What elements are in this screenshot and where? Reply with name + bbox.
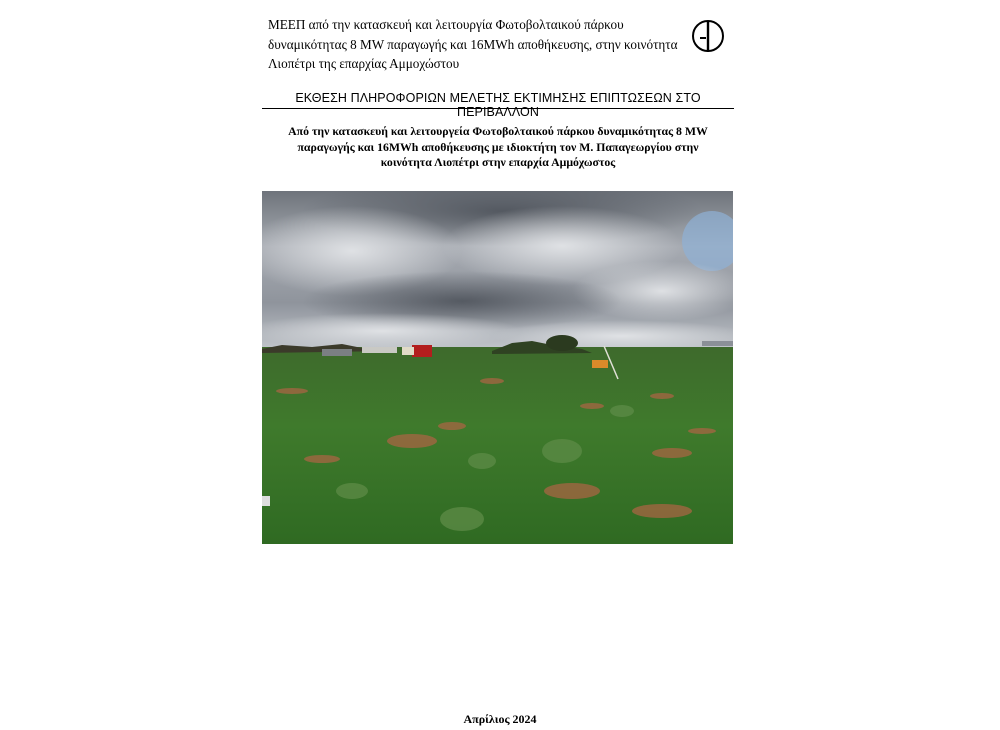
heading-divider [262,108,734,109]
report-type-heading: ΕΚΘΕΣΗ ΠΛΗΡΟΦΟΡΙΩΝ ΜΕΛΕΤΗΣ ΕΚΤΙΜΗΣΗΣ ΕΠΙΠΤΩΣΕΩΝ ΣΤΟ ΠΕΡΙΒΑΛΛΟΝ [295,91,701,119]
title-line-1: Από την κατασκευή και λειτουργεία Φωτοβολταικού πάρκου δυναμικότητας 8 MW [288,124,708,138]
document-title [262,124,734,171]
title-line-2: παραγωγής και 16MWh αποθήκευσης με ιδιοκτήτη τον Μ. Παπαγεωργίου στην [297,139,699,154]
header-line-2: δυναμικότητας 8 MW παραγωγής και 16MWh αποθήκευσης, στην κοινότητα [268,36,678,52]
report-date: Απρίλιος 2024 [463,712,537,726]
header-text [268,15,678,74]
header-line-3: Λιοπέτρι της επαρχίας Αμμοχώστου [268,56,460,71]
title-line-3: κοινότητα Λιοπέτρι στην επαρχία Αμμόχωστος [380,155,616,169]
header-line-1: ΜΕΕΠ από την κατασκευή και λειτουργία Φωτοβολταικού πάρκου [268,17,624,32]
site-photograph [262,191,733,544]
company-logo-icon [690,18,726,54]
